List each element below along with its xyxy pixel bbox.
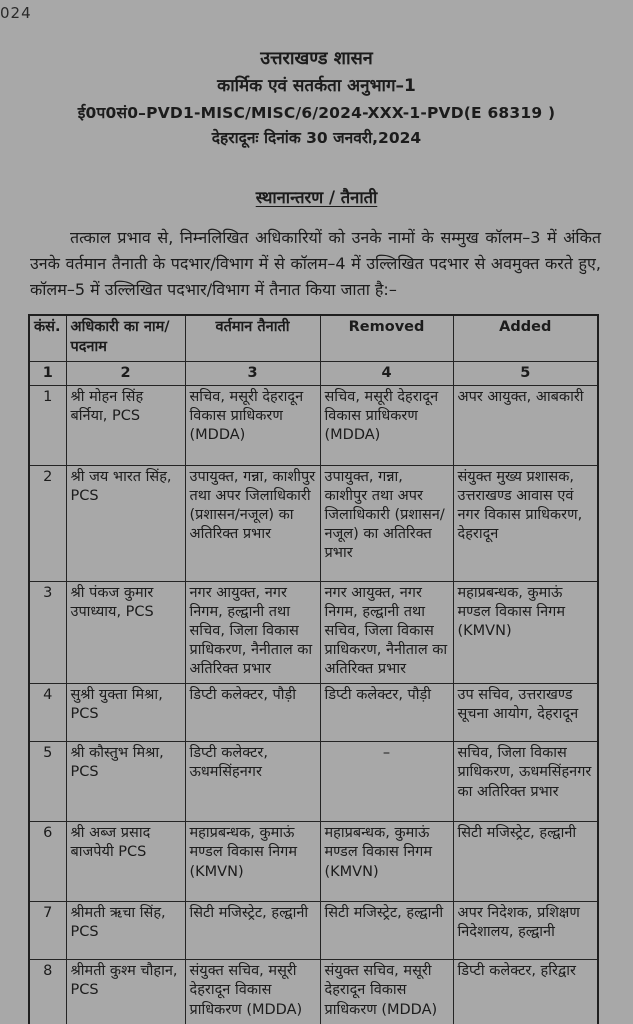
serial-cell: 5	[29, 742, 66, 822]
reference-number: ई0प0सं0–PVD1-MISC/MISC/6/2024-XXX-1-PVD(E 68319 )	[77, 103, 556, 122]
current-posting-cell: नगर आयुक्त, नगर निगम, हल्द्वानी तथा सचिव, जिला विकास प्राधिकरण, नैनीताल का अतिरिक्त प्रभार	[185, 581, 320, 684]
page-number-stamp: 024	[0, 4, 32, 22]
added-cell: सचिव, जिला विकास प्राधिकरण, ऊधमसिंहनगर का अतिरिक्त प्रभार	[453, 742, 598, 822]
removed-cell: डिप्टी कलेक्टर, पौड़ी	[320, 684, 453, 742]
column-number: 2	[66, 361, 185, 385]
current-posting-cell: सचिव, मसूरी देहरादून विकास प्राधिकरण (MDDA)	[185, 385, 320, 465]
column-number-row	[29, 361, 598, 385]
officer-name-cell: श्री अब्ज प्रसाद बाजपेयी PCS	[66, 822, 185, 902]
col-header-officer-name: अधिकारी का नाम/ पदनाम	[66, 315, 185, 361]
removed-cell: महाप्रबन्धक, कुमाऊं मण्डल विकास निगम (KMVN)	[320, 822, 453, 902]
removed-cell: सचिव, मसूरी देहरादून विकास प्राधिकरण (MDDA)	[320, 385, 453, 465]
serial-cell: 2	[29, 465, 66, 581]
table-row	[29, 742, 598, 822]
government-title: उत्तराखण्ड शासन	[260, 48, 373, 69]
officer-name-cell: सुश्री युक्ता मिश्रा, PCS	[66, 684, 185, 742]
current-posting-cell: डिप्टी कलेक्टर, ऊधमसिंहनगर	[185, 742, 320, 822]
added-cell: अपर निदेशक, प्रशिक्षण निदेशालय, हल्द्वानी	[453, 902, 598, 960]
current-posting-cell: डिप्टी कलेक्टर, पौड़ी	[185, 684, 320, 742]
serial-cell: 6	[29, 822, 66, 902]
transfer-table	[28, 314, 599, 1024]
serial-cell: 4	[29, 684, 66, 742]
col-header-added: Added	[453, 315, 598, 361]
officer-name-cell: श्री कौस्तुभ मिश्रा, PCS	[66, 742, 185, 822]
removed-cell: सिटी मजिस्ट्रेट, हल्द्वानी	[320, 902, 453, 960]
table-row	[29, 822, 598, 902]
serial-cell: 8	[29, 960, 66, 1024]
officer-name-cell: श्री पंकज कुमार उपाध्याय, PCS	[66, 581, 185, 684]
table-row	[29, 385, 598, 465]
table-row	[29, 465, 598, 581]
added-cell: सिटी मजिस्ट्रेट, हल्द्वानी	[453, 822, 598, 902]
officer-name-cell: श्रीमती ऋचा सिंह, PCS	[66, 902, 185, 960]
added-cell: महाप्रबन्धक, कुमाऊं मण्डल विकास निगम (KMVN)	[453, 581, 598, 684]
column-number: 3	[185, 361, 320, 385]
officer-name-cell: श्री मोहन सिंह बर्निया, PCS	[66, 385, 185, 465]
added-cell: संयुक्त मुख्य प्रशासक, उत्तराखण्ड आवास एवं नगर विकास प्राधिकरण, देहरादून	[453, 465, 598, 581]
current-posting-cell: महाप्रबन्धक, कुमाऊं मण्डल विकास निगम (KMVN)	[185, 822, 320, 902]
removed-cell: संयुक्त सचिव, मसूरी देहरादून विकास प्राधिकरण (MDDA)	[320, 960, 453, 1024]
table-row	[29, 902, 598, 960]
column-number: 4	[320, 361, 453, 385]
department-line: कार्मिक एवं सतर्कता अनुभाग–1	[217, 76, 416, 96]
officer-name-cell: श्रीमती कुश्म चौहान, PCS	[66, 960, 185, 1024]
current-posting-cell: उपायुक्त, गन्ना, काशीपुर तथा अपर जिलाधिकारी (प्रशासन/नजूल) का अतिरिक्त प्रभार	[185, 465, 320, 581]
order-paragraph: तत्काल प्रभाव से, निम्नलिखित अधिकारियों को उनके नामों के सम्मुख कॉलम–3 में अंकित उनके वर्तमान तैनाती के पदभार/विभाग में से कॉलम–4 में उल्लिखित पदभार से अवमुक्त करते हुए, कॉलम–5 में उल्लिखित पदभार/विभाग में तैनात किया जाता है:–	[30, 227, 601, 299]
col-header-current-posting: वर्तमान तैनाती	[185, 315, 320, 361]
removed-cell: –	[320, 742, 453, 822]
table-header-row	[29, 315, 598, 361]
col-header-removed: Removed	[320, 315, 453, 361]
added-cell: अपर आयुक्त, आबकारी	[453, 385, 598, 465]
removed-cell: नगर आयुक्त, नगर निगम, हल्द्वानी तथा सचिव, जिला विकास प्राधिकरण, नैनीताल का अतिरिक्त प्रभार	[320, 581, 453, 684]
place-date-line: देहरादूनः दिनांक 30 जनवरी,2024	[211, 128, 422, 147]
subject-title: स्थानान्तरण / तैनाती	[255, 188, 378, 207]
table-row	[29, 684, 598, 742]
current-posting-cell: सिटी मजिस्ट्रेट, हल्द्वानी	[185, 902, 320, 960]
removed-cell: उपायुक्त, गन्ना, काशीपुर तथा अपर जिलाधिकारी (प्रशासन/नजूल) का अतिरिक्त प्रभार	[320, 465, 453, 581]
column-number: 5	[453, 361, 598, 385]
officer-name-cell: श्री जय भारत सिंह, PCS	[66, 465, 185, 581]
document-header	[0, 0, 633, 211]
column-number: 1	[29, 361, 66, 385]
serial-cell: 3	[29, 581, 66, 684]
current-posting-cell: संयुक्त सचिव, मसूरी देहरादून विकास प्राधिकरण (MDDA)	[185, 960, 320, 1024]
serial-cell: 7	[29, 902, 66, 960]
col-header-serial: कंसं.	[29, 315, 66, 361]
serial-cell: 1	[29, 385, 66, 465]
added-cell: डिप्टी कलेक्टर, हरिद्वार	[453, 960, 598, 1024]
table-row	[29, 960, 598, 1024]
table-row	[29, 581, 598, 684]
added-cell: उप सचिव, उत्तराखण्ड सूचना आयोग, देहरादून	[453, 684, 598, 742]
